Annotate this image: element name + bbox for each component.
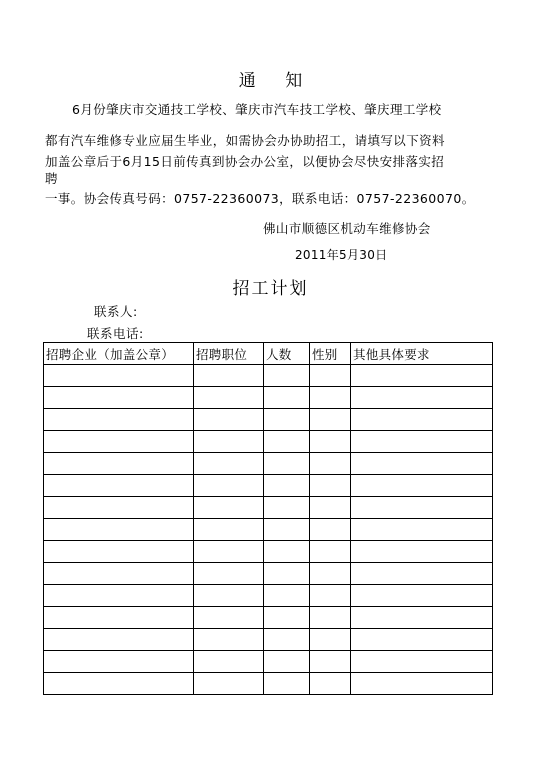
table-row xyxy=(44,541,493,563)
cell-requirements[interactable] xyxy=(351,387,493,409)
cell-count[interactable] xyxy=(264,431,310,453)
cell-company[interactable] xyxy=(44,585,194,607)
table-row xyxy=(44,563,493,585)
cell-position[interactable] xyxy=(194,541,264,563)
cell-gender[interactable] xyxy=(310,585,351,607)
cell-requirements[interactable] xyxy=(351,651,493,673)
cell-position[interactable] xyxy=(194,607,264,629)
plan-title: 招工计划 xyxy=(232,279,309,299)
recruitment-plan-table xyxy=(43,342,493,695)
cell-count[interactable] xyxy=(264,475,310,497)
cell-company[interactable] xyxy=(44,431,194,453)
cell-gender[interactable] xyxy=(310,409,351,431)
cell-position[interactable] xyxy=(194,651,264,673)
cell-company[interactable] xyxy=(44,651,194,673)
cell-gender[interactable] xyxy=(310,629,351,651)
cell-company[interactable] xyxy=(44,497,194,519)
cell-count[interactable] xyxy=(264,387,310,409)
cell-company[interactable] xyxy=(44,387,194,409)
cell-requirements[interactable] xyxy=(351,541,493,563)
contact-person-label: 联系人: xyxy=(94,304,138,319)
table-row xyxy=(44,673,493,695)
cell-company[interactable] xyxy=(44,563,194,585)
column-header-gender: 性别 xyxy=(310,343,351,365)
table-row xyxy=(44,607,493,629)
cell-count[interactable] xyxy=(264,607,310,629)
table-row xyxy=(44,409,493,431)
table-row xyxy=(44,585,493,607)
column-header-position: 招聘职位 xyxy=(194,343,264,365)
cell-count[interactable] xyxy=(264,541,310,563)
cell-count[interactable] xyxy=(264,651,310,673)
cell-count[interactable] xyxy=(264,409,310,431)
table-header-row xyxy=(44,343,493,365)
cell-requirements[interactable] xyxy=(351,607,493,629)
column-header-requirements: 其他具体要求 xyxy=(351,343,493,365)
table-body xyxy=(44,365,493,695)
table-row xyxy=(44,453,493,475)
cell-position[interactable] xyxy=(194,497,264,519)
cell-gender[interactable] xyxy=(310,387,351,409)
cell-gender[interactable] xyxy=(310,365,351,387)
table-row xyxy=(44,651,493,673)
cell-requirements[interactable] xyxy=(351,519,493,541)
cell-count[interactable] xyxy=(264,497,310,519)
cell-gender[interactable] xyxy=(310,541,351,563)
cell-requirements[interactable] xyxy=(351,475,493,497)
table-row xyxy=(44,519,493,541)
cell-position[interactable] xyxy=(194,475,264,497)
cell-company[interactable] xyxy=(44,673,194,695)
cell-gender[interactable] xyxy=(310,607,351,629)
cell-position[interactable] xyxy=(194,585,264,607)
cell-company[interactable] xyxy=(44,475,194,497)
cell-company[interactable] xyxy=(44,453,194,475)
cell-count[interactable] xyxy=(264,453,310,475)
cell-requirements[interactable] xyxy=(351,431,493,453)
cell-count[interactable] xyxy=(264,629,310,651)
notice-paragraph-line-5: 一事。协会传真号码：0757-22360073，联系电话：0757-22360070。 xyxy=(45,191,475,206)
cell-position[interactable] xyxy=(194,431,264,453)
column-header-count: 人数 xyxy=(264,343,310,365)
cell-count[interactable] xyxy=(264,563,310,585)
cell-company[interactable] xyxy=(44,541,194,563)
table-row xyxy=(44,475,493,497)
cell-position[interactable] xyxy=(194,673,264,695)
cell-count[interactable] xyxy=(264,585,310,607)
cell-position[interactable] xyxy=(194,365,264,387)
cell-gender[interactable] xyxy=(310,453,351,475)
contact-phone-label: 联系电话: xyxy=(87,326,144,341)
cell-gender[interactable] xyxy=(310,673,351,695)
cell-position[interactable] xyxy=(194,453,264,475)
cell-requirements[interactable] xyxy=(351,453,493,475)
table-row xyxy=(44,365,493,387)
cell-company[interactable] xyxy=(44,607,194,629)
cell-requirements[interactable] xyxy=(351,365,493,387)
notice-paragraph-line-3: 加盖公章后于6月15日前传真到协会办公室，以便协会尽快安排落实招 xyxy=(45,154,445,169)
table-row xyxy=(44,629,493,651)
notice-paragraph-line-4: 聘 xyxy=(45,171,58,186)
notice-title: 通 知 xyxy=(238,71,315,91)
cell-gender[interactable] xyxy=(310,563,351,585)
notice-paragraph-line-1: 6月份肇庆市交通技工学校、肇庆市汽车技工学校、肇庆理工学校 xyxy=(72,102,442,117)
cell-requirements[interactable] xyxy=(351,585,493,607)
cell-company[interactable] xyxy=(44,519,194,541)
notice-paragraph-line-2: 都有汽车维修专业应届生毕业，如需协会办协助招工，请填写以下资料 xyxy=(45,133,445,148)
column-header-company: 招聘企业（加盖公章） xyxy=(44,343,194,365)
cell-gender[interactable] xyxy=(310,519,351,541)
cell-gender[interactable] xyxy=(310,431,351,453)
table-row xyxy=(44,431,493,453)
cell-position[interactable] xyxy=(194,519,264,541)
cell-company[interactable] xyxy=(44,629,194,651)
cell-requirements[interactable] xyxy=(351,497,493,519)
cell-position[interactable] xyxy=(194,563,264,585)
cell-requirements[interactable] xyxy=(351,673,493,695)
cell-position[interactable] xyxy=(194,629,264,651)
cell-count[interactable] xyxy=(264,519,310,541)
cell-count[interactable] xyxy=(264,365,310,387)
cell-count[interactable] xyxy=(264,673,310,695)
cell-company[interactable] xyxy=(44,409,194,431)
cell-requirements[interactable] xyxy=(351,629,493,651)
cell-gender[interactable] xyxy=(310,475,351,497)
cell-position[interactable] xyxy=(194,409,264,431)
table-row xyxy=(44,387,493,409)
cell-gender[interactable] xyxy=(310,651,351,673)
cell-requirements[interactable] xyxy=(351,563,493,585)
cell-gender[interactable] xyxy=(310,497,351,519)
signature-organization: 佛山市顺德区机动车维修协会 xyxy=(263,221,431,236)
cell-requirements[interactable] xyxy=(351,409,493,431)
cell-company[interactable] xyxy=(44,365,194,387)
table-row xyxy=(44,497,493,519)
cell-position[interactable] xyxy=(194,387,264,409)
signature-date: 2011年5月30日 xyxy=(295,248,388,262)
